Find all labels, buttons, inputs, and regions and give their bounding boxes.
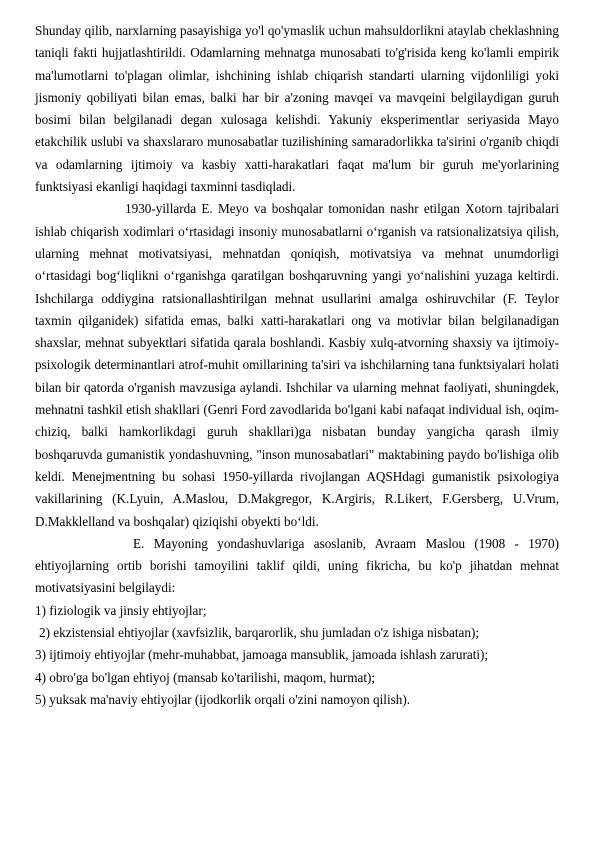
- needs-list-item-prestige: 4) obro'ga bo'lgan ehtiyoj (mansab ko'tarilishi, maqom, hurmat);: [35, 669, 376, 685]
- needs-list-item-spiritual: 5) yuksak ma'naviy ehtiyojlar (ijodkorlik orqali o'zini namoyon qilish).: [35, 691, 411, 707]
- paragraph-hawthorne-conclusion: Shunday qilib, narxlarning pasayishiga yo'l qo'ymaslik uchun mahsuldorlikni ataylab cheklashning taniqli fakti hujjatlashtirildi. Odamlarning mehnatga munosabati to'g'risida keng ko'lamli empirik ma'lumotlarni to'plagan olimlar, ishchining ishlab chiqarish standarti ularning vijdonliligi yoki jismoniy qobiliyati bilan emas, balki har bir a'zoning mavqei va mavqeini belgilaydigan guruh bosimi bilan belgilanadi degan xulosaga kelishdi. Yakuniy eksperimentlar seriyasida Mayo etakchilik uslubi va shaxslararo munosabatlar tuzilishining samaradorlikka ta'sirini o'rganib chiqdi va odamlarning ijtimoiy va kasbiy xatti-harakatlari faqat ma'lum bir guruh me'yorlarining funktsiyasi ekanligi haqidagi taxminni tasdiqladi.: [35, 23, 559, 195]
- paragraph-human-relations-school: 1930-yillarda E. Meyo va boshqalar tomonidan nashr etilgan Xotorn tajribalari ishlab chiqarish xodimlari oʻrtasidagi insoniy munosabatlarni oʻrganish va ratsionalizatsiya qilish, ularning mehnat motivatsiyasi, mehnatdan qoniqish, motivatsiya va mehnat unumdorligi oʻrtasidagi bogʻliqlikni oʻrganishga qaratilgan boshqaruvning yangi yoʻnalishini yuzaga keltirdi. Ishchilarga oddiygina ratsionallashtirilgan mehnat usullarini amalga oshiruvchilar (F. Teylor taxmin qilganidek) sifatida emas, balki xatti-harakatlari ong va motivlar bilan belgilanadigan shaxslar, mehnat subyektlari sifatida qarala boshlandi. Kasbiy xulq-atvorning shaxsiy va ijtimoiy-psixologik determinantlari atrof-muhit omillarining ta'siri va ishchilarning tana funktsiyalari holati bilan bir qatorda o'rganish mavzusiga aylandi. Ishchilar va ularning mehnat faoliyati, shuningdek, mehnatni tashkil etish shakllari (Genri Ford zavodlarida bo'lgani kabi nafaqat individual ish, oqim-chiziq, balki hamkorlikdagi guruh shakllari)ga nisbatan bunday yangicha qarash ilmiy boshqaruvda gumanistik yondashuvning, "inson munosabatlari" maktabining paydo bo'lishiga olib keldi. Menejmentning bu sohasi 1950-yillarda rivojlangan AQSHdagi gumanistik psixologiya vakillarining (K.Lyuin, A.Maslou, D.Makgregor, K.Argiris, R.Likert, F.Gersberg, U.Vrum, D.Makklelland va boshqalar) qiziqishi obyekti boʻldi.: [35, 201, 559, 529]
- document-page: [35, 20, 559, 711]
- needs-list-item-physiological: 1) fiziologik va jinsiy ehtiyojlar;: [35, 602, 207, 618]
- needs-list-item-existential: 2) ekzistensial ehtiyojlar (xavfsizlik, barqarorlik, shu jumladan o'z ishiga nisbatan);: [39, 625, 480, 641]
- needs-list: [35, 600, 559, 711]
- needs-list-item-social: 3) ijtimoiy ehtiyojlar (mehr-muhabbat, jamoaga mansublik, jamoada ishlash zarurati);: [35, 647, 489, 663]
- paragraph-maslow-intro: E. Mayoning yondashuvlariga asoslanib, Avraam Maslou (1908 - 1970) ehtiyojlarning ortib borishi tamoyilini taklif qildi, uning fikricha, bu ko'p jihatdan mehnat motivatsiyasini belgilaydi:: [35, 535, 559, 596]
